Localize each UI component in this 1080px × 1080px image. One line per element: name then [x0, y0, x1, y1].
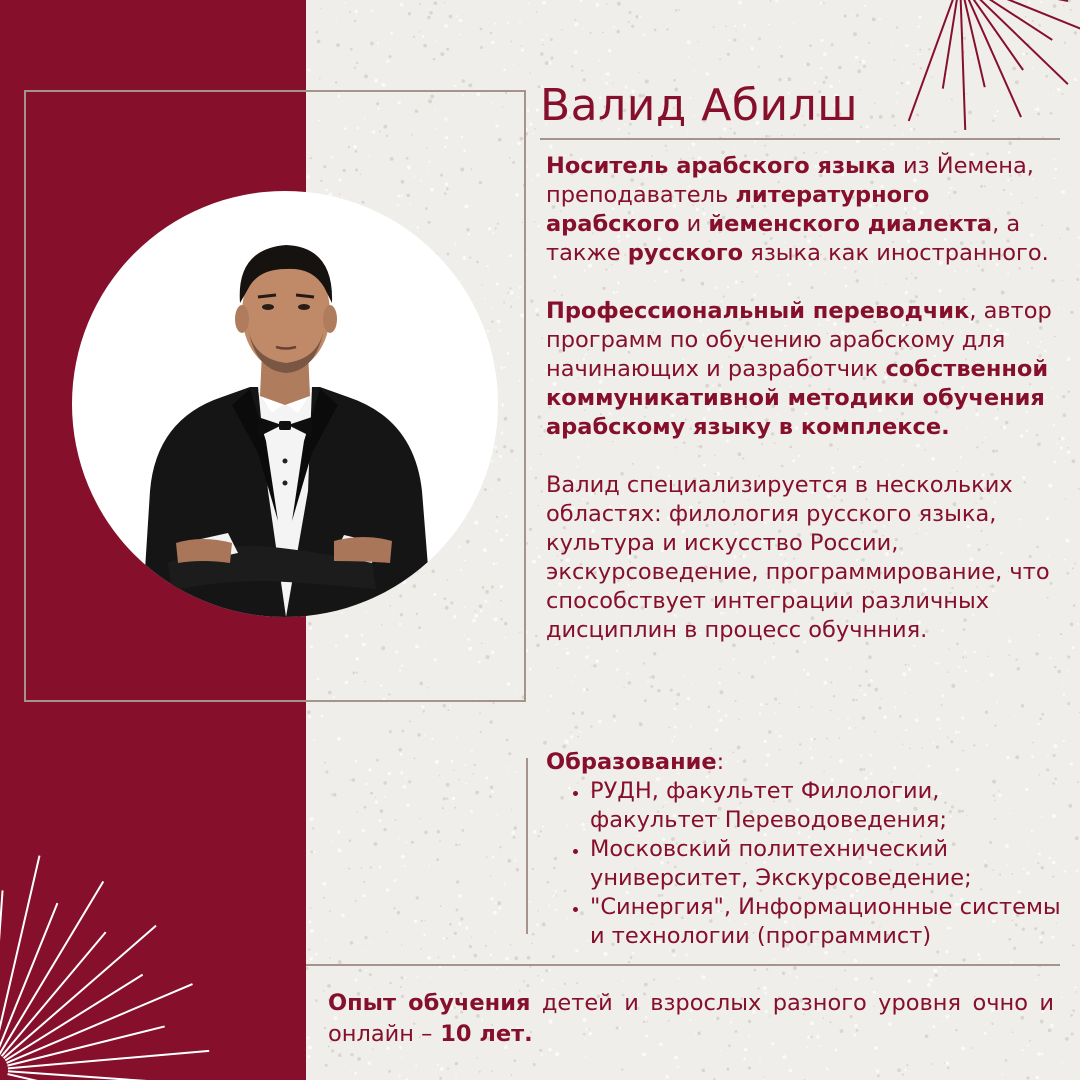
experience-bold: Опыт обучения [328, 990, 531, 1016]
bio-bold-native: Носитель арабского языка [546, 153, 896, 179]
bio-paragraph-3: Валид специализируется в нескольких областях: филология русского языка, культура и искусство России, экскурсоведение, программирование, что способствует интеграции различных дисциплин в процесс обучнния. [546, 472, 1050, 643]
bio-text: , автор программ по обучению арабскому для начинающих и разработчик [546, 298, 1052, 382]
list-item: • "Синергия", Информационные системы и технологии (программист) [590, 893, 1066, 951]
education-list [546, 777, 1066, 951]
experience-years: 10 лет. [432, 1021, 533, 1047]
list-item: • РУДН, факультет Филологии, факультет Переводоведения; [590, 777, 1066, 835]
name-divider [540, 138, 1060, 140]
experience-body: детей и взрослых разного уровня очно и онлайн [328, 990, 1054, 1047]
bio-bold-translator: Профессиональный переводчик [546, 298, 970, 324]
education-section [546, 748, 1066, 951]
bio-bold-dialect: йеменского диалекта [708, 211, 993, 237]
education-heading-text: Образование [546, 749, 717, 775]
bio-text: языка как иностранного. [743, 240, 1049, 266]
education-colon: : [716, 749, 725, 775]
bio-text: и [679, 211, 709, 237]
bio-paragraph-2 [546, 297, 1066, 442]
portrait-photo [72, 191, 498, 617]
education-heading [546, 748, 1066, 777]
person-name: Валид Абилш [540, 80, 858, 131]
experience-text [328, 988, 1054, 1050]
experience-divider [306, 964, 1060, 966]
experience-dash: – [421, 1021, 433, 1047]
bio-bold-russian: русского [627, 240, 744, 266]
sunburst-bottom-left-icon [0, 850, 240, 1080]
education-divider [526, 758, 528, 934]
bio-text: , а также [546, 211, 1021, 266]
list-item: • Московский политехнический университет, Экскурсоведение; [590, 835, 1066, 893]
bio-paragraph-1 [546, 152, 1066, 268]
bio-text: из Йемена, преподаватель [546, 153, 1034, 208]
bio-bold-method: собственной коммуникативной методики обучения арабскому языку в комплексе. [546, 356, 1049, 440]
bio-bold-literary: литературного арабского [546, 182, 930, 237]
bio-section [546, 152, 1066, 645]
